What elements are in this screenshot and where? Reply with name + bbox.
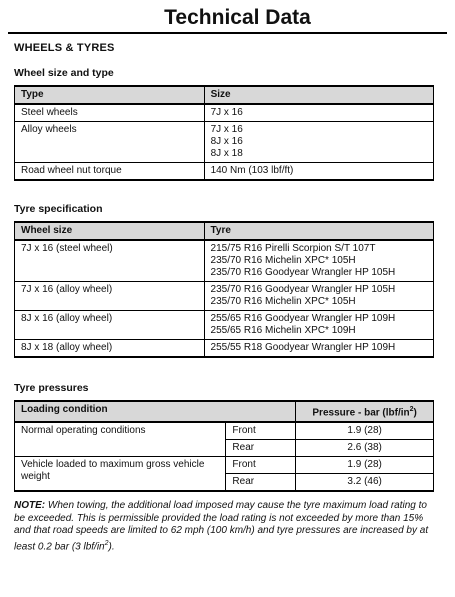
pressure-value: 1.9 (28) — [296, 422, 434, 440]
table-header-row — [15, 86, 434, 104]
wheel-size-value: 8J x 18 — [210, 148, 243, 159]
table-row — [15, 311, 434, 340]
pressure-value: 1.9 (28) — [296, 457, 434, 474]
column-header: Tyre — [204, 222, 433, 240]
note-text: When towing, the additional load imposed may cause the tyre maximum load rating to be exceeded. This is permissible provided the load rating is not exceeded by more than 15% and that road speeds are limited to 62 mph (100 km/h) and tyre pressures are increased by at least 0.2 bar (3 lbf/in — [14, 500, 429, 552]
tyre-spec-table — [14, 221, 434, 358]
wheel-size-cell — [204, 122, 433, 163]
note-superscript: 2 — [104, 539, 109, 547]
wheel-size-cell: 8J x 16 (alloy wheel) — [15, 311, 205, 340]
table-row — [15, 122, 434, 163]
tyre-value: 215/75 R16 Pirelli Scorpion S/T 107T — [210, 243, 376, 254]
wheel-size-cell: 8J x 18 (alloy wheel) — [15, 340, 205, 358]
tyre-value: 235/70 R16 Goodyear Wrangler HP 105H — [210, 267, 396, 278]
page-header — [8, 4, 447, 34]
tyre-cell — [204, 282, 433, 311]
tyre-value: 235/70 R16 Goodyear Wrangler HP 105H — [210, 284, 396, 295]
tyre-value: 255/65 R16 Michelin XPC* 109H — [210, 325, 356, 336]
wheel-size-cell: 7J x 16 (alloy wheel) — [15, 282, 205, 311]
wheel-size-cell: 7J x 16 (steel wheel) — [15, 240, 205, 282]
tyre-cell — [204, 240, 433, 282]
table-header-row — [15, 222, 434, 240]
wheel-type-cell: Road wheel nut torque — [15, 163, 205, 181]
tyre-pressures-table — [14, 400, 434, 492]
table-row — [15, 340, 434, 358]
pressure-value: 2.6 (38) — [296, 440, 434, 457]
column-header: Loading condition — [15, 401, 296, 422]
table-header-row — [15, 401, 434, 422]
pressure-value: 3.2 (46) — [296, 474, 434, 492]
tyre-spec-heading: Tyre specification — [14, 203, 103, 215]
axle-label: Front — [226, 422, 296, 440]
axle-label: Rear — [226, 440, 296, 457]
column-header: Type — [15, 86, 205, 104]
wheel-size-value: 8J x 16 — [210, 136, 243, 147]
table-row — [15, 422, 434, 440]
tyre-value: 255/55 R18 Goodyear Wrangler HP 109H — [210, 342, 396, 353]
page-title: Technical Data — [164, 6, 311, 29]
tyre-cell — [204, 340, 433, 358]
wheel-type-cell: Alloy wheels — [15, 122, 205, 163]
tyre-value: 255/65 R16 Goodyear Wrangler HP 109H — [210, 313, 396, 324]
wheel-size-cell — [204, 104, 433, 122]
column-header: Wheel size — [15, 222, 205, 240]
wheel-size-table — [14, 85, 434, 181]
table-row — [15, 457, 434, 474]
wheel-type-cell: Steel wheels — [15, 104, 205, 122]
note-label: NOTE: — [14, 500, 46, 511]
tyre-value: 235/70 R16 Michelin XPC* 105H — [210, 296, 356, 307]
tyre-value: 235/70 R16 Michelin XPC* 105H — [210, 255, 356, 266]
column-header: Size — [204, 86, 433, 104]
wheel-size-value: 7J x 16 — [210, 107, 243, 118]
tyre-pressures-heading: Tyre pressures — [14, 382, 89, 394]
towing-note — [14, 500, 439, 553]
condition-cell: Normal operating conditions — [15, 422, 226, 457]
table-row — [15, 282, 434, 311]
section-title: WHEELS & TYRES — [14, 42, 115, 54]
wheel-size-cell — [204, 163, 433, 181]
condition-cell: Vehicle loaded to maximum gross vehicle weight — [15, 457, 226, 492]
tyre-cell — [204, 311, 433, 340]
axle-label: Rear — [226, 474, 296, 492]
axle-label: Front — [226, 457, 296, 474]
table-row — [15, 163, 434, 181]
wheel-size-value: 7J x 16 — [210, 124, 243, 135]
column-header: Pressure - bar $(lbf/in^2)$ — [296, 401, 434, 422]
table-row — [15, 104, 434, 122]
table-row — [15, 240, 434, 282]
torque-value: 140 Nm (103 lbf/ft) — [210, 165, 294, 176]
note-end: ). — [108, 540, 115, 552]
wheel-size-heading: Wheel size and type — [14, 67, 114, 79]
